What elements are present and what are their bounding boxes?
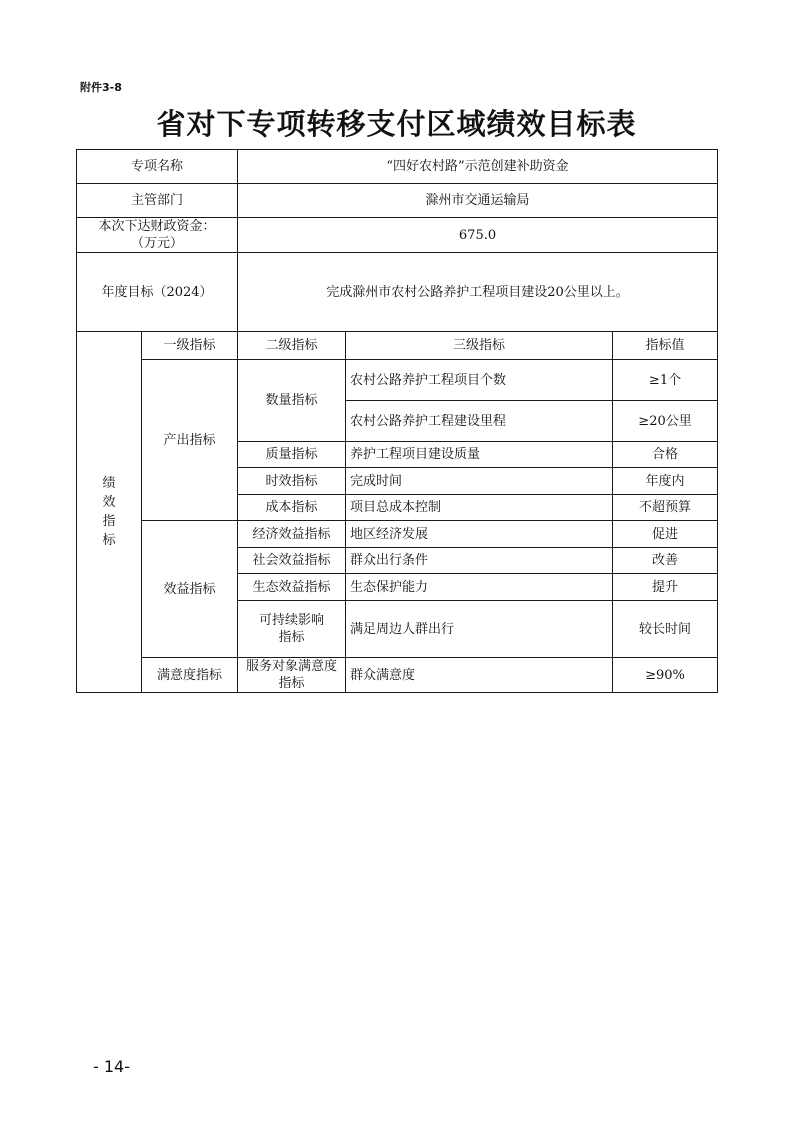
project-name-label: 专项名称 <box>77 150 238 184</box>
annual-goal-label: 年度目标（2024） <box>77 253 238 332</box>
level2-cell: 社会效益指标 <box>238 548 346 574</box>
department-row <box>77 184 718 218</box>
annual-goal-value: 完成滁州市农村公路养护工程项目建设20公里以上。 <box>238 253 718 332</box>
level2-cell: 质量指标 <box>238 442 346 468</box>
header-level3: 三级指标 <box>346 332 613 360</box>
funds-row <box>77 218 718 253</box>
table-row <box>77 360 718 401</box>
level3-cell: 农村公路养护工程项目个数 <box>346 360 613 401</box>
level3-cell: 群众满意度 <box>346 658 613 693</box>
level2-cell: 生态效益指标 <box>238 574 346 601</box>
header-level2: 二级指标 <box>238 332 346 360</box>
indicator-header-row <box>77 332 718 360</box>
level3-cell: 满足周边人群出行 <box>346 601 613 658</box>
value-cell: 提升 <box>613 574 718 601</box>
level3-cell: 群众出行条件 <box>346 548 613 574</box>
value-cell: 不超预算 <box>613 495 718 521</box>
value-cell: ≥20公里 <box>613 401 718 442</box>
value-cell: 促进 <box>613 521 718 548</box>
quantity-indicator-label: 数量指标 <box>238 360 346 442</box>
page-title: 省对下专项转移支付区域绩效目标表 <box>156 107 637 141</box>
value-cell: ≥90% <box>613 658 718 693</box>
table-row <box>77 521 718 548</box>
level3-cell: 生态保护能力 <box>346 574 613 601</box>
output-indicator-label: 产出指标 <box>142 360 238 521</box>
funds-value: 675.0 <box>238 218 718 253</box>
group-label-char: 标 <box>102 533 116 548</box>
level3-cell: 地区经济发展 <box>346 521 613 548</box>
department-label: 主管部门 <box>77 184 238 218</box>
annual-goal-row <box>77 253 718 332</box>
level3-cell: 农村公路养护工程建设里程 <box>346 401 613 442</box>
header-value: 指标值 <box>613 332 718 360</box>
value-cell: 改善 <box>613 548 718 574</box>
level2-cell: 时效指标 <box>238 468 346 495</box>
group-label-char: 指 <box>102 514 116 529</box>
level2-cell <box>238 658 346 693</box>
level2-cell: 经济效益指标 <box>238 521 346 548</box>
satisfaction-indicator-label: 满意度指标 <box>142 658 238 693</box>
group-label-char: 效 <box>102 495 116 510</box>
project-name-value: “四好农村路”示范创建补助资金 <box>238 150 718 184</box>
value-cell: 较长时间 <box>613 601 718 658</box>
benefit-indicator-label: 效益指标 <box>142 521 238 658</box>
funds-label-line1: 本次下达财政资金： <box>98 219 216 234</box>
level2-line: 服务对象满意度 <box>246 659 338 674</box>
level2-cell <box>238 601 346 658</box>
funds-label <box>77 218 238 253</box>
level3-cell: 养护工程项目建设质量 <box>346 442 613 468</box>
level2-line: 指标 <box>278 630 305 645</box>
project-name-row <box>77 150 718 184</box>
attachment-label: 附件3-8 <box>80 81 122 94</box>
funds-label-line2: （万元） <box>131 236 184 251</box>
level3-cell: 项目总成本控制 <box>346 495 613 521</box>
table-row <box>77 658 718 693</box>
level3-cell: 完成时间 <box>346 468 613 495</box>
group-label-char: 绩 <box>102 476 116 491</box>
level2-cell: 成本指标 <box>238 495 346 521</box>
performance-target-table <box>76 149 718 693</box>
page-number: - 14- <box>93 1057 130 1076</box>
value-cell: ≥1个 <box>613 360 718 401</box>
level2-line: 指标 <box>278 676 305 691</box>
performance-indicator-group-label <box>77 332 142 693</box>
header-level1: 一级指标 <box>142 332 238 360</box>
value-cell: 年度内 <box>613 468 718 495</box>
department-value: 滁州市交通运输局 <box>238 184 718 218</box>
level2-line: 可持续影响 <box>259 613 325 628</box>
value-cell: 合格 <box>613 442 718 468</box>
